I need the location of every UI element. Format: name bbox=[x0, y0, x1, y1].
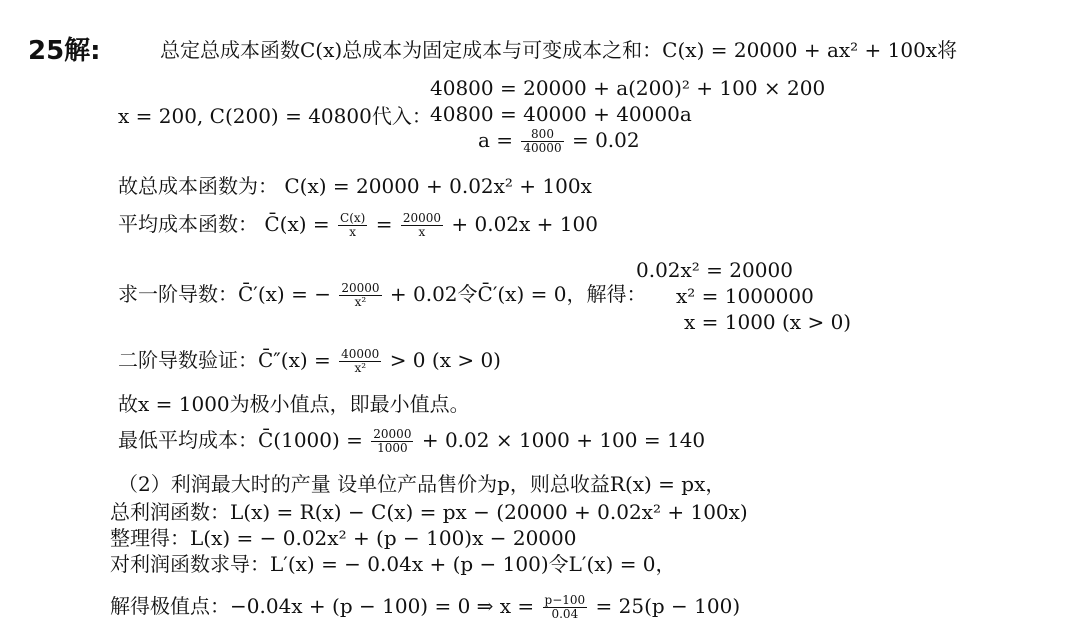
solve-step-2: x² = 1000000 bbox=[676, 284, 814, 308]
fraction-a: $\frac{800}{40000}$ bbox=[523, 127, 562, 155]
substitution-eq-1: 40800 = 20000 + a(200)² + 100 × 200 bbox=[430, 76, 826, 100]
profit-function-line: 总利润函数：L(x) = R(x) − C(x) = px − (20000 + 0.02x² + 100x) bbox=[110, 500, 748, 524]
problem-number: 25解: bbox=[28, 36, 101, 66]
intro-line: 总定总成本函数C(x)总成本为固定成本与可变成本之和：C(x) = 20000 + ax² + 100x将 bbox=[160, 38, 958, 62]
total-cost-function: 故总成本函数为： C(x) = 20000 + 0.02x² + 100x bbox=[118, 174, 592, 198]
fraction-20000-over-x: $\frac{20000}{x}$ bbox=[402, 211, 442, 239]
average-cost-function: 平均成本函数： C̄(x) = $\frac{C(x)}{x}$ = $\frac{20000}{x}$ + 0.02x + 100 bbox=[118, 211, 598, 239]
fraction-40000-over-x2: $\frac{40000}{\text{x²}}$ bbox=[341, 347, 380, 375]
extreme-point-line: 解得极值点：−0.04x + (p − 100) = 0 ⇒ x = $\frac{p-100}{0.04}$ = 25(p − 100) bbox=[110, 593, 741, 621]
profit-simplified-line: 整理得：L(x) = − 0.02x² + (p − 100)x − 20000 bbox=[110, 526, 577, 550]
second-derivative-line: 二阶导数验证：C̄″(x) = $\frac{40000}{\text{x²}}$ > 0 (x > 0) bbox=[118, 347, 501, 375]
fraction-20000-over-1000: $\frac{20000}{1000}$ bbox=[373, 427, 412, 455]
fraction-cx-over-x: $\frac{C(x)}{x}$ bbox=[340, 211, 366, 239]
profit-derivative-line: 对利润函数求导：L′(x) = − 0.04x + (p − 100)令L′(x) = 0， bbox=[110, 552, 676, 576]
substitution-line: x = 200, C(200) = 40800代入： bbox=[118, 104, 432, 128]
first-derivative-line: 求一阶导数：C̄′(x) = − $\frac{20000}{\text{x²}}$ + 0.02令C̄′(x) = 0，解得： bbox=[118, 281, 647, 309]
minimum-average-cost-line: 最低平均成本：C̄(1000) = $\frac{20000}{1000}$ + 0.02 × 1000 + 100 = 140 bbox=[118, 427, 706, 455]
part2-intro: （2）利润最大时的产量 设单位产品售价为p，则总收益R(x) = px， bbox=[118, 472, 726, 496]
solve-step-3: x = 1000 (x > 0) bbox=[684, 310, 852, 334]
substitution-eq-2: 40800 = 40000 + 40000a bbox=[430, 102, 692, 126]
solve-step-1: 0.02x² = 20000 bbox=[636, 258, 793, 282]
substitution-eq-3: a = $\frac{800}{40000}$ = 0.02 bbox=[478, 127, 640, 155]
minimum-point-line: 故x = 1000为极小值点，即最小值点。 bbox=[118, 392, 470, 416]
fraction-20000-over-x2: $\frac{20000}{\text{x²}}$ bbox=[341, 281, 380, 309]
fraction-p100-over-004: $\frac{p-100}{0.04}$ bbox=[544, 593, 586, 621]
